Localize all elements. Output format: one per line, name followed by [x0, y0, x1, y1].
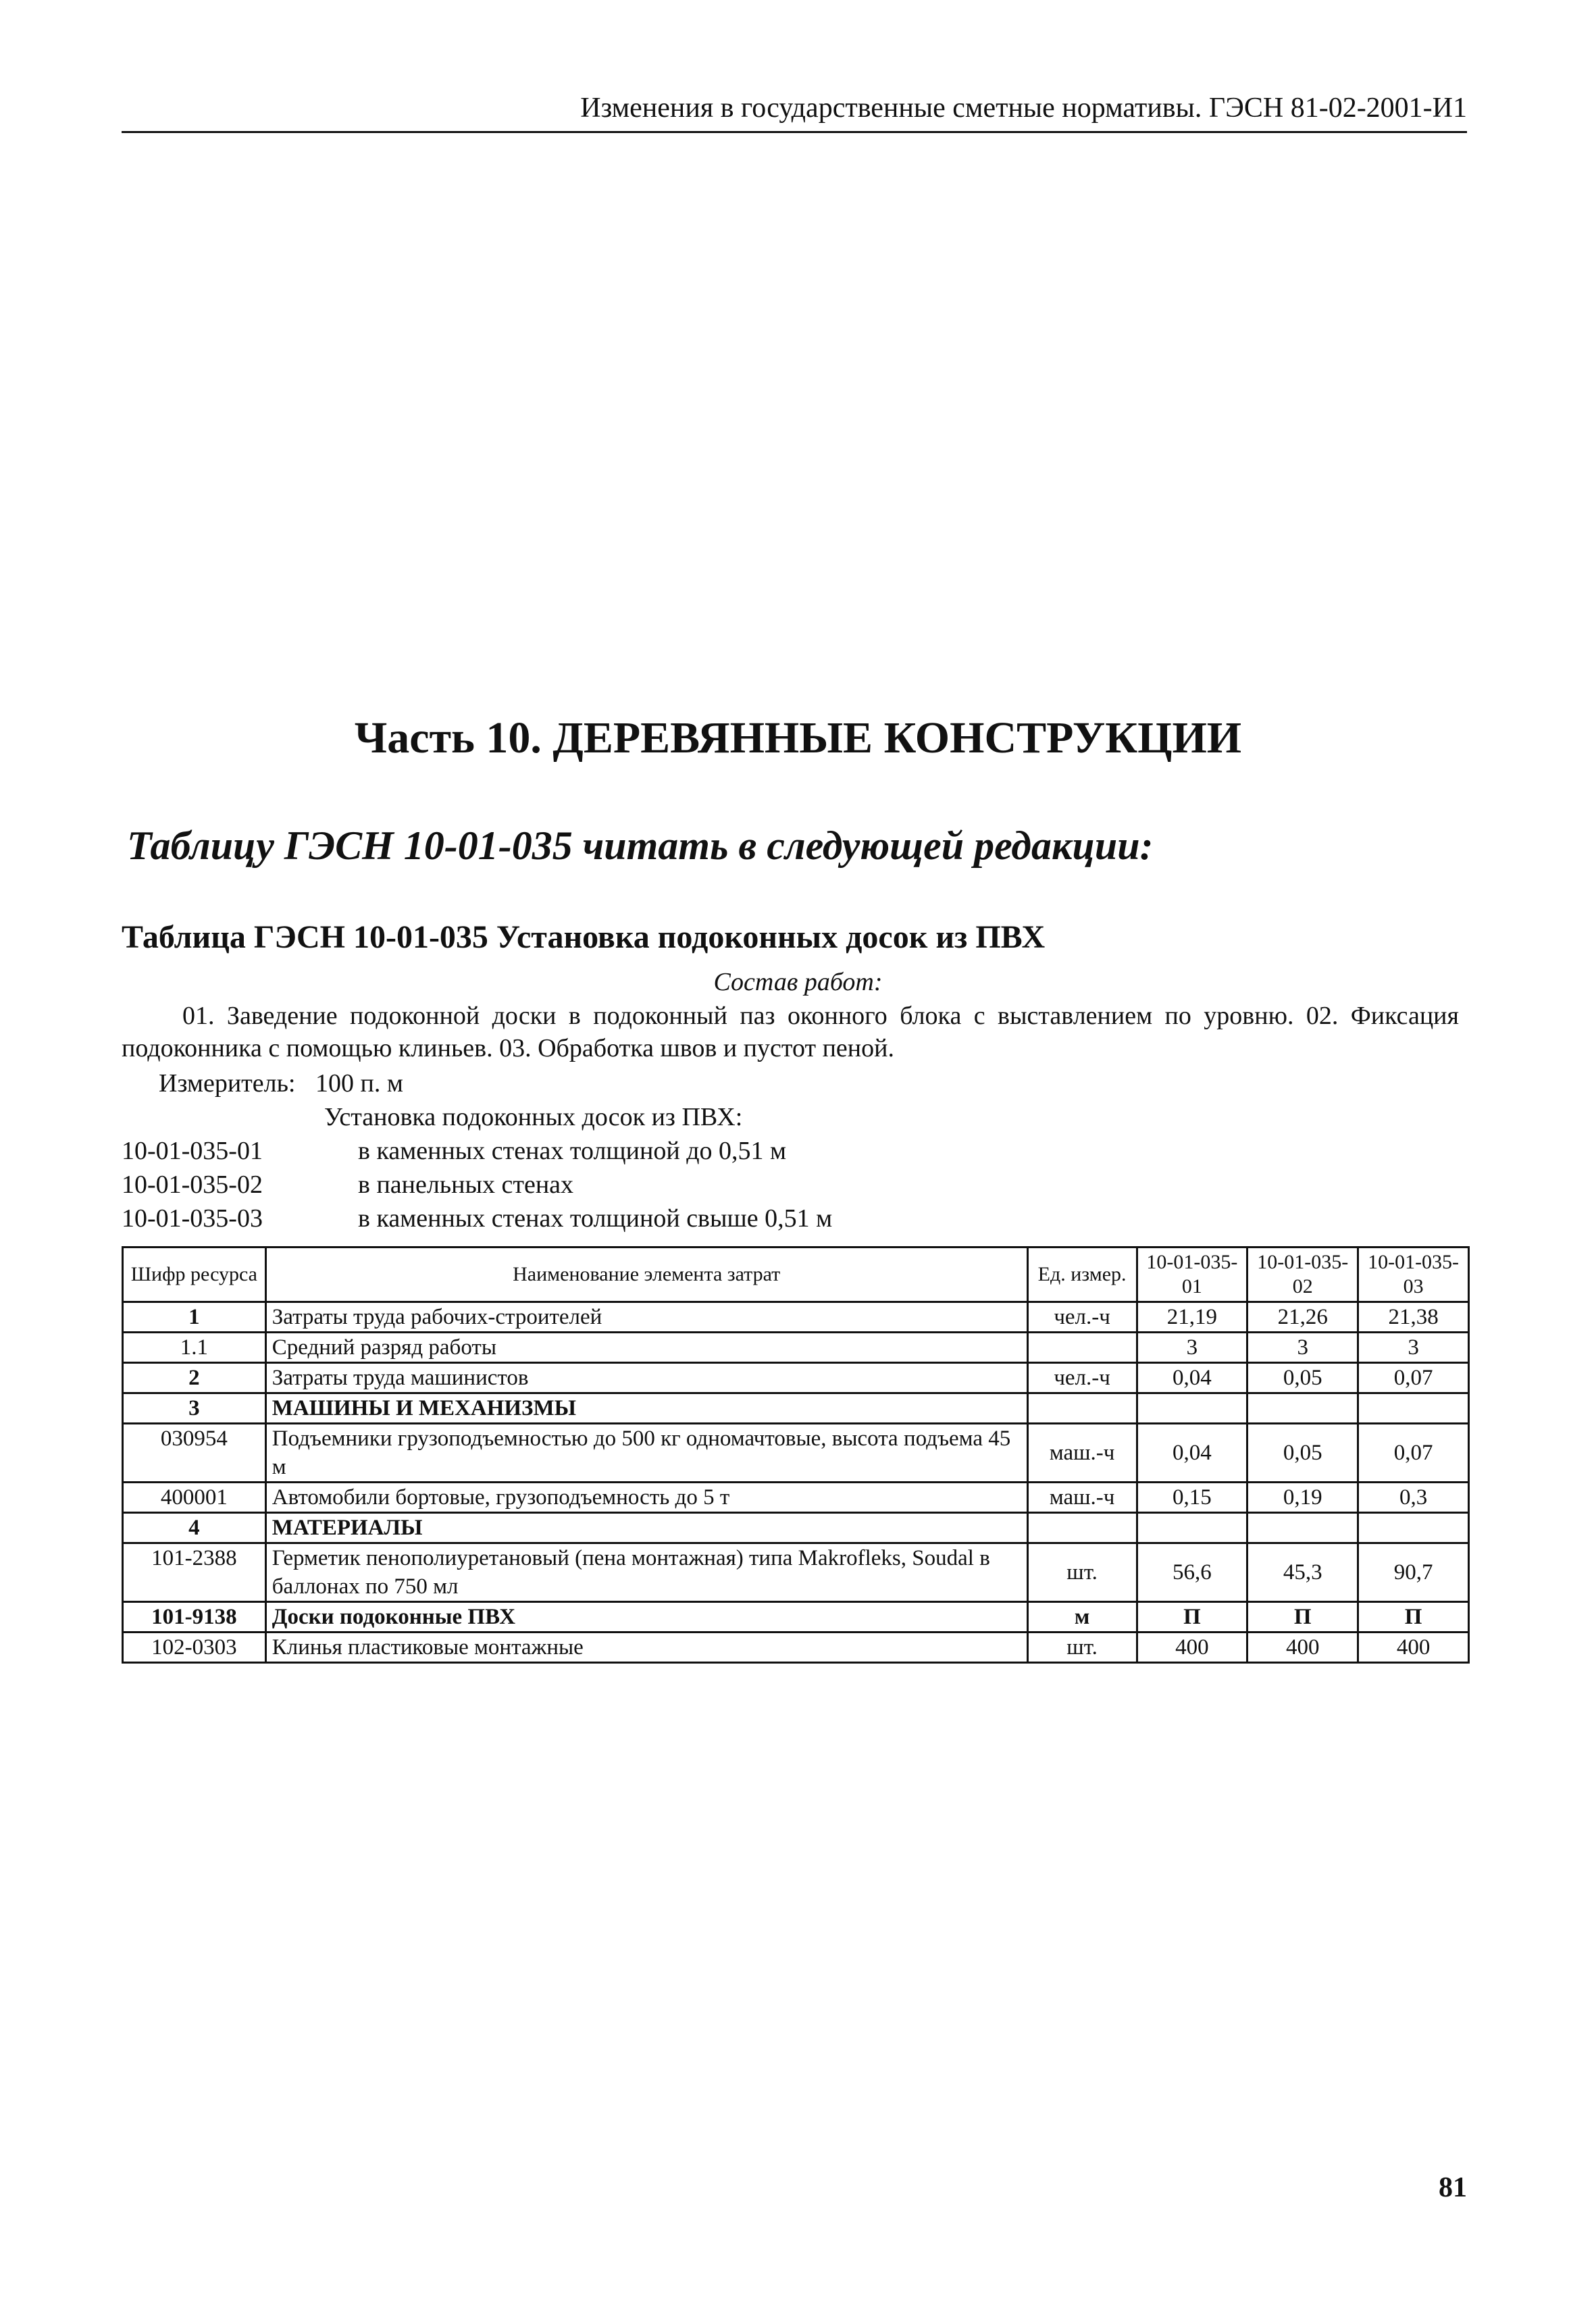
cell-unit	[1027, 1393, 1137, 1424]
cell-value: 3	[1137, 1333, 1247, 1363]
cell-value: 56,6	[1137, 1543, 1247, 1602]
cell-value: 45,3	[1247, 1543, 1358, 1602]
cell-value: 0,04	[1137, 1363, 1247, 1393]
cell-code: 1	[123, 1302, 266, 1333]
cell-value: 21,19	[1137, 1302, 1247, 1333]
variant-row	[122, 1204, 832, 1237]
cell-unit: чел.-ч	[1027, 1302, 1137, 1333]
cell-name: МАШИНЫ И МЕХАНИЗМЫ	[265, 1393, 1027, 1424]
cell-value: 0,3	[1358, 1483, 1469, 1513]
part-title: Часть 10. ДЕРЕВЯННЫЕ КОНСТРУКЦИИ	[354, 713, 1242, 763]
cell-value: П	[1358, 1602, 1469, 1632]
page-number: 81	[1439, 2172, 1467, 2203]
work-composition-label: Состав работ:	[713, 968, 883, 996]
variant-text: в панельных стенах	[358, 1171, 574, 1199]
variant-code: 10-01-035-03	[122, 1204, 263, 1233]
cell-name: Автомобили бортовые, грузоподъемность до 5 т	[265, 1483, 1027, 1513]
table-row	[123, 1333, 1469, 1363]
table-row	[123, 1543, 1469, 1602]
variant-row	[122, 1170, 832, 1204]
header-resource-code: Шифр ресурса	[123, 1248, 266, 1302]
cell-name: Доски подоконные ПВХ	[265, 1602, 1027, 1632]
header-cost-element: Наименование элемента затрат	[265, 1248, 1027, 1302]
cell-value: 21,26	[1247, 1302, 1358, 1333]
variant-text: в каменных стенах толщиной до 0,51 м	[358, 1137, 787, 1165]
cell-name: МАТЕРИАЛЫ	[265, 1513, 1027, 1543]
cell-value	[1358, 1513, 1469, 1543]
cell-value	[1358, 1393, 1469, 1424]
variant-row	[122, 1136, 832, 1170]
cell-value: 3	[1358, 1333, 1469, 1363]
cell-value	[1247, 1513, 1358, 1543]
resource-table	[122, 1246, 1470, 1664]
cell-code: 1.1	[123, 1333, 266, 1363]
cell-value: 0,15	[1137, 1483, 1247, 1513]
cell-name: Клинья пластиковые монтажные	[265, 1632, 1027, 1663]
table-row	[123, 1483, 1469, 1513]
cell-code: 101-2388	[123, 1543, 266, 1602]
cell-unit: м	[1027, 1602, 1137, 1632]
running-header: Изменения в государственные сметные нормативы. ГЭСН 81-02-2001-И1	[122, 88, 1467, 133]
table-header-row	[123, 1248, 1469, 1302]
instruction-subtitle: Таблицу ГЭСН 10-01-035 читать в следующей редакции:	[127, 823, 1154, 868]
cell-value: П	[1247, 1602, 1358, 1632]
cell-unit: шт.	[1027, 1632, 1137, 1663]
cell-value: 0,05	[1247, 1424, 1358, 1483]
cell-unit: чел.-ч	[1027, 1363, 1137, 1393]
table-row	[123, 1393, 1469, 1424]
cell-name: Затраты труда машинистов	[265, 1363, 1027, 1393]
variant-text: в каменных стенах толщиной свыше 0,51 м	[358, 1204, 833, 1233]
cell-value	[1137, 1513, 1247, 1543]
cell-value: 400	[1247, 1632, 1358, 1663]
header-variant-3: 10-01-035-03	[1358, 1248, 1469, 1302]
cell-value	[1247, 1393, 1358, 1424]
cell-value: 90,7	[1358, 1543, 1469, 1602]
cell-unit: маш.-ч	[1027, 1424, 1137, 1483]
cell-code: 102-0303	[123, 1632, 266, 1663]
cell-value: 3	[1247, 1333, 1358, 1363]
variants-list	[122, 1136, 832, 1237]
cell-code: 400001	[123, 1483, 266, 1513]
cell-unit: шт.	[1027, 1543, 1137, 1602]
cell-unit	[1027, 1333, 1137, 1363]
meter-value: 100 п. м	[315, 1069, 403, 1098]
cell-code: 2	[123, 1363, 266, 1393]
cell-name: Подъемники грузоподъемностью до 500 кг одномачтовые, высота подъема 45 м	[265, 1424, 1027, 1483]
table-row	[123, 1602, 1469, 1632]
cell-name: Затраты труда рабочих-строителей	[265, 1302, 1027, 1333]
cell-code: 4	[123, 1513, 266, 1543]
cell-value: 0,07	[1358, 1363, 1469, 1393]
header-variant-2: 10-01-035-02	[1247, 1248, 1358, 1302]
table-row	[123, 1513, 1469, 1543]
cell-value: 0,04	[1137, 1424, 1247, 1483]
table-title: Таблица ГЭСН 10-01-035 Установка подоконных досок из ПВХ	[122, 919, 1046, 955]
cell-name: Герметик пенополиуретановый (пена монтажная) типа Makroflеks, Soudal в баллонах по 750 мл	[265, 1543, 1027, 1602]
cell-name: Средний разряд работы	[265, 1333, 1027, 1363]
cell-value: 21,38	[1358, 1302, 1469, 1333]
cell-unit	[1027, 1513, 1137, 1543]
meter-line	[159, 1069, 403, 1098]
cell-value: 0,19	[1247, 1483, 1358, 1513]
cell-value: П	[1137, 1602, 1247, 1632]
cell-code: 3	[123, 1393, 266, 1424]
cell-value	[1137, 1393, 1247, 1424]
header-variant-1: 10-01-035-01	[1137, 1248, 1247, 1302]
variant-code: 10-01-035-01	[122, 1137, 263, 1165]
cell-value: 0,05	[1247, 1363, 1358, 1393]
cell-value: 400	[1137, 1632, 1247, 1663]
meter-label: Измеритель:	[159, 1069, 296, 1098]
table-row	[123, 1632, 1469, 1663]
cell-value: 400	[1358, 1632, 1469, 1663]
header-unit: Ед. измер.	[1027, 1248, 1137, 1302]
cell-code: 101-9138	[123, 1602, 266, 1632]
table-row	[123, 1424, 1469, 1483]
cell-code: 030954	[123, 1424, 266, 1483]
table-row	[123, 1363, 1469, 1393]
variant-code: 10-01-035-02	[122, 1171, 263, 1199]
cell-value: 0,07	[1358, 1424, 1469, 1483]
table-row	[123, 1302, 1469, 1333]
cell-unit: маш.-ч	[1027, 1483, 1137, 1513]
work-composition-text: 01. Заведение подоконной доски в подоконный паз оконного блока с выставлением по уровню. 02. Фиксация подоконника с помощью клиньев. 03. Обработка швов и пустот пеной.	[122, 1002, 1459, 1062]
variants-group-title: Установка подоконных досок из ПВХ:	[324, 1103, 743, 1131]
